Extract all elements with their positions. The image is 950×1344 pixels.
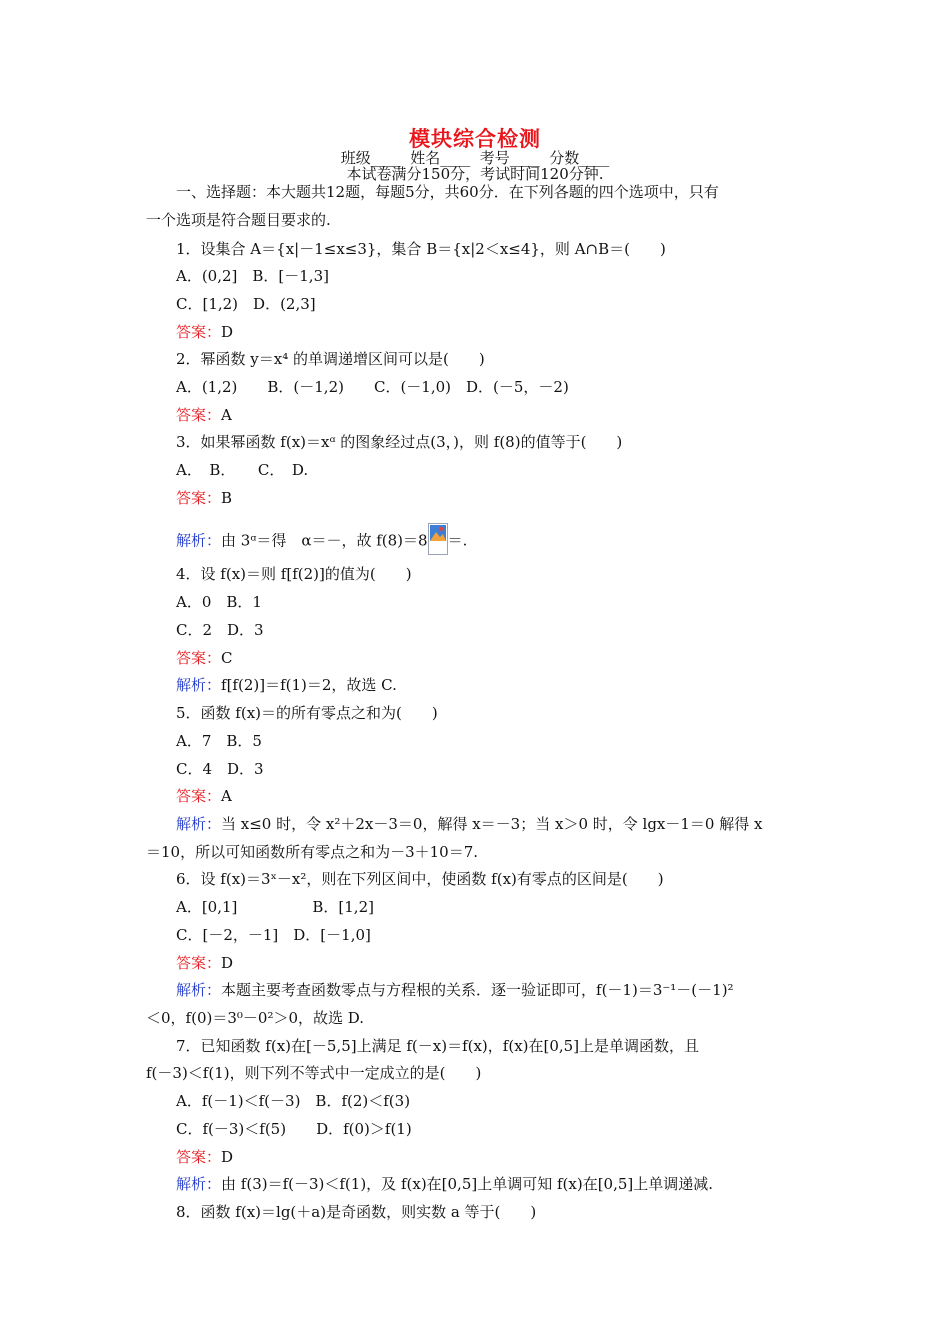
line-q1 bbox=[176, 239, 666, 259]
line-q1-o1 bbox=[176, 266, 329, 286]
line-text: 4．设 f(x)＝则 f[f(2)]的值为( ) bbox=[176, 565, 412, 583]
analysis-label: 解析： bbox=[176, 981, 222, 999]
line-q4-o2 bbox=[176, 620, 264, 640]
line-text: 5．函数 f(x)＝的所有零点之和为( ) bbox=[176, 704, 438, 722]
line-q7 bbox=[176, 1036, 699, 1056]
line-q7-ana bbox=[176, 1174, 713, 1194]
line-q2-ans bbox=[176, 405, 232, 425]
line-q2 bbox=[176, 349, 485, 369]
line-q7b bbox=[146, 1063, 481, 1083]
line-text: 3．如果幂函数 f(x)＝xᵅ 的图象经过点(3，)，则 f(8)的值等于( ) bbox=[176, 433, 623, 451]
answer-label: 答案： bbox=[176, 787, 222, 805]
page-title: 模块综合检测 bbox=[409, 127, 541, 151]
line-q6-o2 bbox=[176, 925, 371, 945]
line-text-part-b: ＝. bbox=[447, 531, 468, 550]
line-text: C．4 D．3 bbox=[176, 760, 264, 778]
line-q6-ana bbox=[176, 980, 734, 1000]
line-q3 bbox=[176, 432, 622, 452]
analysis-label: 解析： bbox=[176, 815, 222, 833]
line-q4-ana bbox=[176, 675, 397, 695]
line-text: B bbox=[221, 489, 233, 507]
section-intro-line2: 一个选项是符合题目要求的. bbox=[146, 211, 331, 229]
analysis-label: 解析： bbox=[176, 676, 222, 694]
line-q5-ana bbox=[176, 814, 762, 834]
line-text: ＝10，所以可知函数所有零点之和为－3＋10＝7. bbox=[146, 843, 479, 861]
line-q6 bbox=[176, 869, 664, 889]
line-q7-o1 bbox=[176, 1091, 410, 1111]
answer-label: 答案： bbox=[176, 954, 222, 972]
line-text: C．f(－3)＜f(5) D．f(0)＞f(1) bbox=[176, 1120, 412, 1138]
line-q5-ana2 bbox=[146, 842, 478, 862]
answer-label: 答案： bbox=[176, 323, 222, 341]
line-text: 8．函数 f(x)＝lg(＋a)是奇函数，则实数 a 等于( ) bbox=[176, 1203, 537, 1221]
line-q3-o1 bbox=[176, 460, 308, 480]
line-q5-o1 bbox=[176, 731, 262, 751]
line-q3-ana bbox=[176, 523, 467, 560]
line-text: 本题主要考查函数零点与方程根的关系．逐一验证即可，f(－1)＝3⁻¹－(－1)² bbox=[221, 981, 734, 999]
line-q8 bbox=[176, 1202, 536, 1222]
section-intro-line1: 一、选择题：本大题共12题，每题5分，共60分．在下列各题的四个选项中，只有 bbox=[176, 183, 719, 201]
line-text: A． B． C． D. bbox=[176, 461, 309, 479]
line-text: A．f(－1)＜f(－3) B．f(2)＜f(3) bbox=[176, 1092, 411, 1110]
line-text: f[f(2)]＝f(1)＝2，故选 C. bbox=[221, 676, 397, 694]
line-text: D bbox=[221, 954, 234, 972]
line-q2-o1 bbox=[176, 377, 569, 397]
line-q1-ans bbox=[176, 322, 233, 342]
line-text: A．0 B．1 bbox=[176, 593, 262, 611]
line-text: A bbox=[221, 406, 232, 424]
line-text: A．(1,2) B．(－1,2) C．(－1,0) D．(－5，－2) bbox=[176, 378, 569, 396]
answer-label: 答案： bbox=[176, 406, 222, 424]
line-text: f(－3)＜f(1)，则下列不等式中一定成立的是( ) bbox=[146, 1064, 482, 1082]
answer-label: 答案： bbox=[176, 489, 222, 507]
line-text: 6．设 f(x)＝3ˣ－x²，则在下列区间中，使函数 f(x)有零点的区间是( ) bbox=[176, 870, 664, 888]
line-q5-o2 bbox=[176, 759, 264, 779]
line-q4-o1 bbox=[176, 592, 262, 612]
line-text: C．[－2，－1] D．[－1,0] bbox=[176, 926, 371, 944]
exam-info-fields: 班级____ 姓名____ 考号____ 分数____ bbox=[340, 149, 610, 167]
broken-image-icon bbox=[428, 523, 448, 560]
line-q3-ans bbox=[176, 488, 232, 508]
line-text: 当 x≤0 时，令 x²＋2x－3＝0，解得 x＝－3；当 x＞0 时，令 lgx－1＝0 解得 x bbox=[221, 815, 763, 833]
line-text: 2．幂函数 y＝x⁴ 的单调递增区间可以是( ) bbox=[176, 350, 485, 368]
line-q5 bbox=[176, 703, 438, 723]
exam-info-note: 本试卷满分150分，考试时间120分钟. bbox=[346, 165, 604, 183]
analysis-label: 解析： bbox=[176, 531, 222, 550]
line-text: D bbox=[221, 1148, 234, 1166]
line-q4 bbox=[176, 564, 412, 584]
line-text-part-a: 由 3ᵅ＝得 α＝－，故 f(8)＝8 bbox=[221, 531, 428, 550]
line-q7-o2 bbox=[176, 1119, 412, 1139]
line-q1-o2 bbox=[176, 294, 316, 314]
answer-label: 答案： bbox=[176, 1148, 222, 1166]
line-text: 7．已知函数 f(x)在[－5,5]上满足 f(－x)＝f(x)，f(x)在[0,5]上是单调函数，且 bbox=[176, 1037, 700, 1055]
line-text: A．7 B．5 bbox=[176, 732, 262, 750]
line-q6-ana2 bbox=[146, 1008, 364, 1028]
line-text: ＜0，f(0)＝3⁰－0²＞0，故选 D. bbox=[146, 1009, 365, 1027]
analysis-label: 解析： bbox=[176, 1175, 222, 1193]
line-q6-o1 bbox=[176, 897, 374, 917]
line-q6-ans bbox=[176, 953, 233, 973]
line-text: A．(0,2] B．[－1,3] bbox=[176, 267, 329, 285]
line-q7-ans bbox=[176, 1147, 233, 1167]
line-text: C bbox=[221, 649, 233, 667]
line-text: A bbox=[221, 787, 232, 805]
line-text: 1．设集合 A＝{x|－1≤x≤3}，集合 B＝{x|2＜x≤4}，则 A∩B＝( ) bbox=[176, 240, 666, 258]
line-text: 由 f(3)＝f(－3)＜f(1)，及 f(x)在[0,5]上单调可知 f(x)在[0,5]上单调递减. bbox=[221, 1175, 714, 1193]
answer-label: 答案： bbox=[176, 649, 222, 667]
line-q5-ans bbox=[176, 786, 232, 806]
line-q4-ans bbox=[176, 648, 233, 668]
line-text: C．[1,2) D．(2,3] bbox=[176, 295, 316, 313]
line-text: C．2 D．3 bbox=[176, 621, 264, 639]
line-text: A．[0,1] B．[1,2] bbox=[176, 898, 374, 916]
line-text: D bbox=[221, 323, 234, 341]
